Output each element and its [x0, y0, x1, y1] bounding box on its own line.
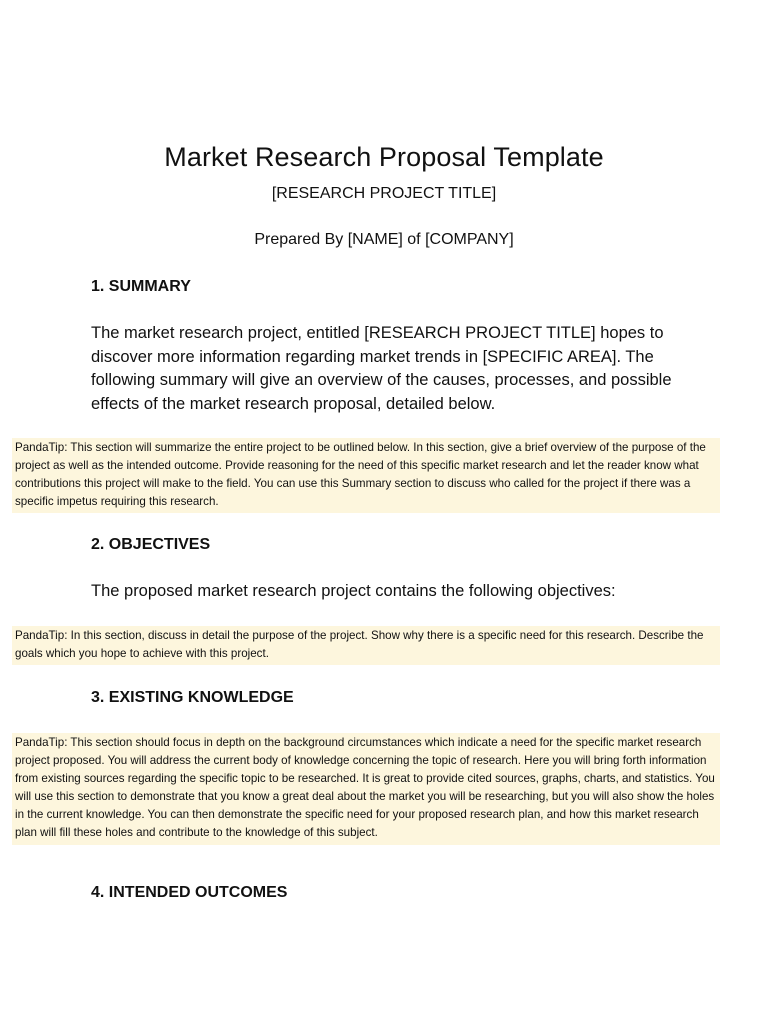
prepared-by-line: Prepared By [NAME] of [COMPANY] — [254, 231, 514, 248]
objectives-body: The proposed market research project contains the following objectives: — [91, 582, 616, 600]
pandatip-objectives: PandaTip: In this section, discuss in detail the purpose of the project. Show why there is a specific need for this research. Describe the goals which you hope to achieve with this project. — [12, 626, 720, 665]
pandatip-summary: PandaTip: This section will summarize the entire project to be outlined below. In this section, give a brief overview of the purpose of the project as well as the intended outcome. Provide reasoning for the need of this specific market research and let the reader know what contributions this project will make to the field. You can use this Summary section to discuss who called for the project if there was a specific impetus requiring this research. — [12, 438, 720, 513]
section-heading-summary: 1. SUMMARY — [91, 278, 191, 295]
section-heading-intended-outcomes: 4. INTENDED OUTCOMES — [91, 884, 288, 901]
summary-body: The market research project, entitled [RESEARCH PROJECT TITLE] hopes to discover more information regarding market trends in [SPECIFIC AREA]. The following summary will give an overview of the causes, processes, and possible effects of the market research proposal, detailed below. — [91, 324, 672, 413]
document-title: Market Research Proposal Template — [164, 142, 604, 173]
section-heading-existing-knowledge: 3. EXISTING KNOWLEDGE — [91, 689, 294, 706]
pandatip-existing-knowledge: PandaTip: This section should focus in depth on the background circumstances which indicate a need for the specific market research project proposed. You will address the current body of knowledge concerning the topic of research. Here you will bring forth information from existing sources regarding the specific topic to be researched. It is great to provide cited sources, graphs, charts, and statistics. You will use this section to demonstrate that you know a great deal about the market you will be researching, but you will also show the holes in the current knowledge. You can then demonstrate the specific need for your proposed research plan, and how this market research plan will fill these holes and contribute to the knowledge of this subject. — [12, 733, 720, 845]
project-title-placeholder: [RESEARCH PROJECT TITLE] — [271, 185, 497, 202]
section-heading-objectives: 2. OBJECTIVES — [91, 536, 211, 553]
